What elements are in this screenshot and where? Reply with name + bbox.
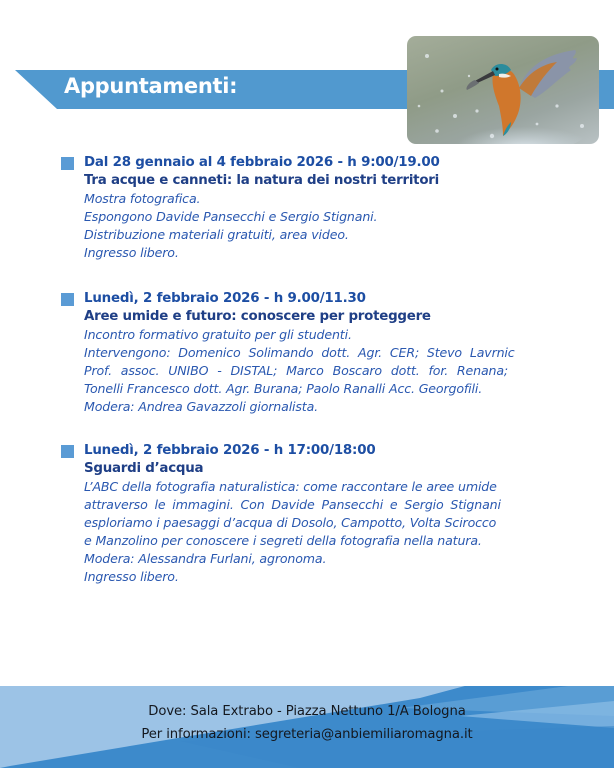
event-description-line: Ingresso libero.	[84, 245, 179, 260]
kingfisher-icon	[407, 36, 599, 144]
bullet-square-icon	[61, 157, 74, 170]
event-item	[61, 442, 601, 586]
kingfisher-photo	[407, 36, 599, 144]
bullet-square-icon	[61, 293, 74, 306]
event-date-time: Dal 28 gennaio al 4 febbraio 2026 - h 9:00/19.00	[84, 155, 440, 170]
section-title: Appuntamenti:	[64, 74, 238, 98]
event-description-line: Incontro formativo gratuito per gli studenti.	[84, 327, 352, 342]
event-description-line: Modera: Alessandra Furlani, agronoma.	[84, 551, 327, 566]
event-description-line: Ingresso libero.	[84, 569, 179, 584]
event-item	[61, 154, 601, 262]
event-date-time: Lunedì, 2 febbraio 2026 - h 17:00/18:00	[84, 443, 376, 458]
event-description-line: esploriamo i paesaggi d’acqua di Dosolo, Campotto, Volta Scirocco	[84, 515, 497, 530]
event-description-line: Distribuzione materiali gratuiti, area video.	[84, 227, 349, 242]
bullet-square-icon	[61, 445, 74, 458]
event-description-line: Espongono Davide Pansecchi e Sergio Stignani.	[84, 209, 378, 224]
event-description-line: Modera: Andrea Gavazzoli giornalista.	[84, 399, 319, 414]
footer-contact-email[interactable]: Per informazioni: segreteria@anbiemiliaromagna.it	[141, 727, 473, 742]
event-description-line: e Manzolino per conoscere i segreti della fotografia nella natura.	[84, 533, 482, 548]
event-description-line: Prof. assoc. UNIBO - DISTAL; Marco Boscaro dott. for. Renana;	[84, 363, 509, 378]
event-title: Sguardi d’acqua	[84, 461, 204, 476]
event-description-line: Mostra fotografica.	[84, 191, 201, 206]
event-date-time: Lunedì, 2 febbraio 2026 - h 9.00/11.30	[84, 291, 366, 306]
event-title: Tra acque e canneti: la natura dei nostri territori	[84, 173, 439, 188]
footer-location: Dove: Sala Extrabo - Piazza Nettuno 1/A Bologna	[148, 704, 466, 719]
event-description-line: Tonelli Francesco dott. Agr. Burana; Paolo Ranalli Acc. Georgofili.	[84, 381, 483, 396]
event-description-line: L’ABC della fotografia naturalistica: come raccontare le aree umide	[84, 479, 497, 494]
event-title: Aree umide e futuro: conoscere per proteggere	[84, 309, 431, 324]
event-item	[61, 290, 601, 416]
footer-band	[0, 686, 614, 768]
event-description-line: attraverso le immagini. Con Davide Pansecchi e Sergio Stignani	[84, 497, 501, 512]
event-description-line: Intervengono: Domenico Solimando dott. Agr. CER; Stevo Lavrnic	[84, 345, 515, 360]
